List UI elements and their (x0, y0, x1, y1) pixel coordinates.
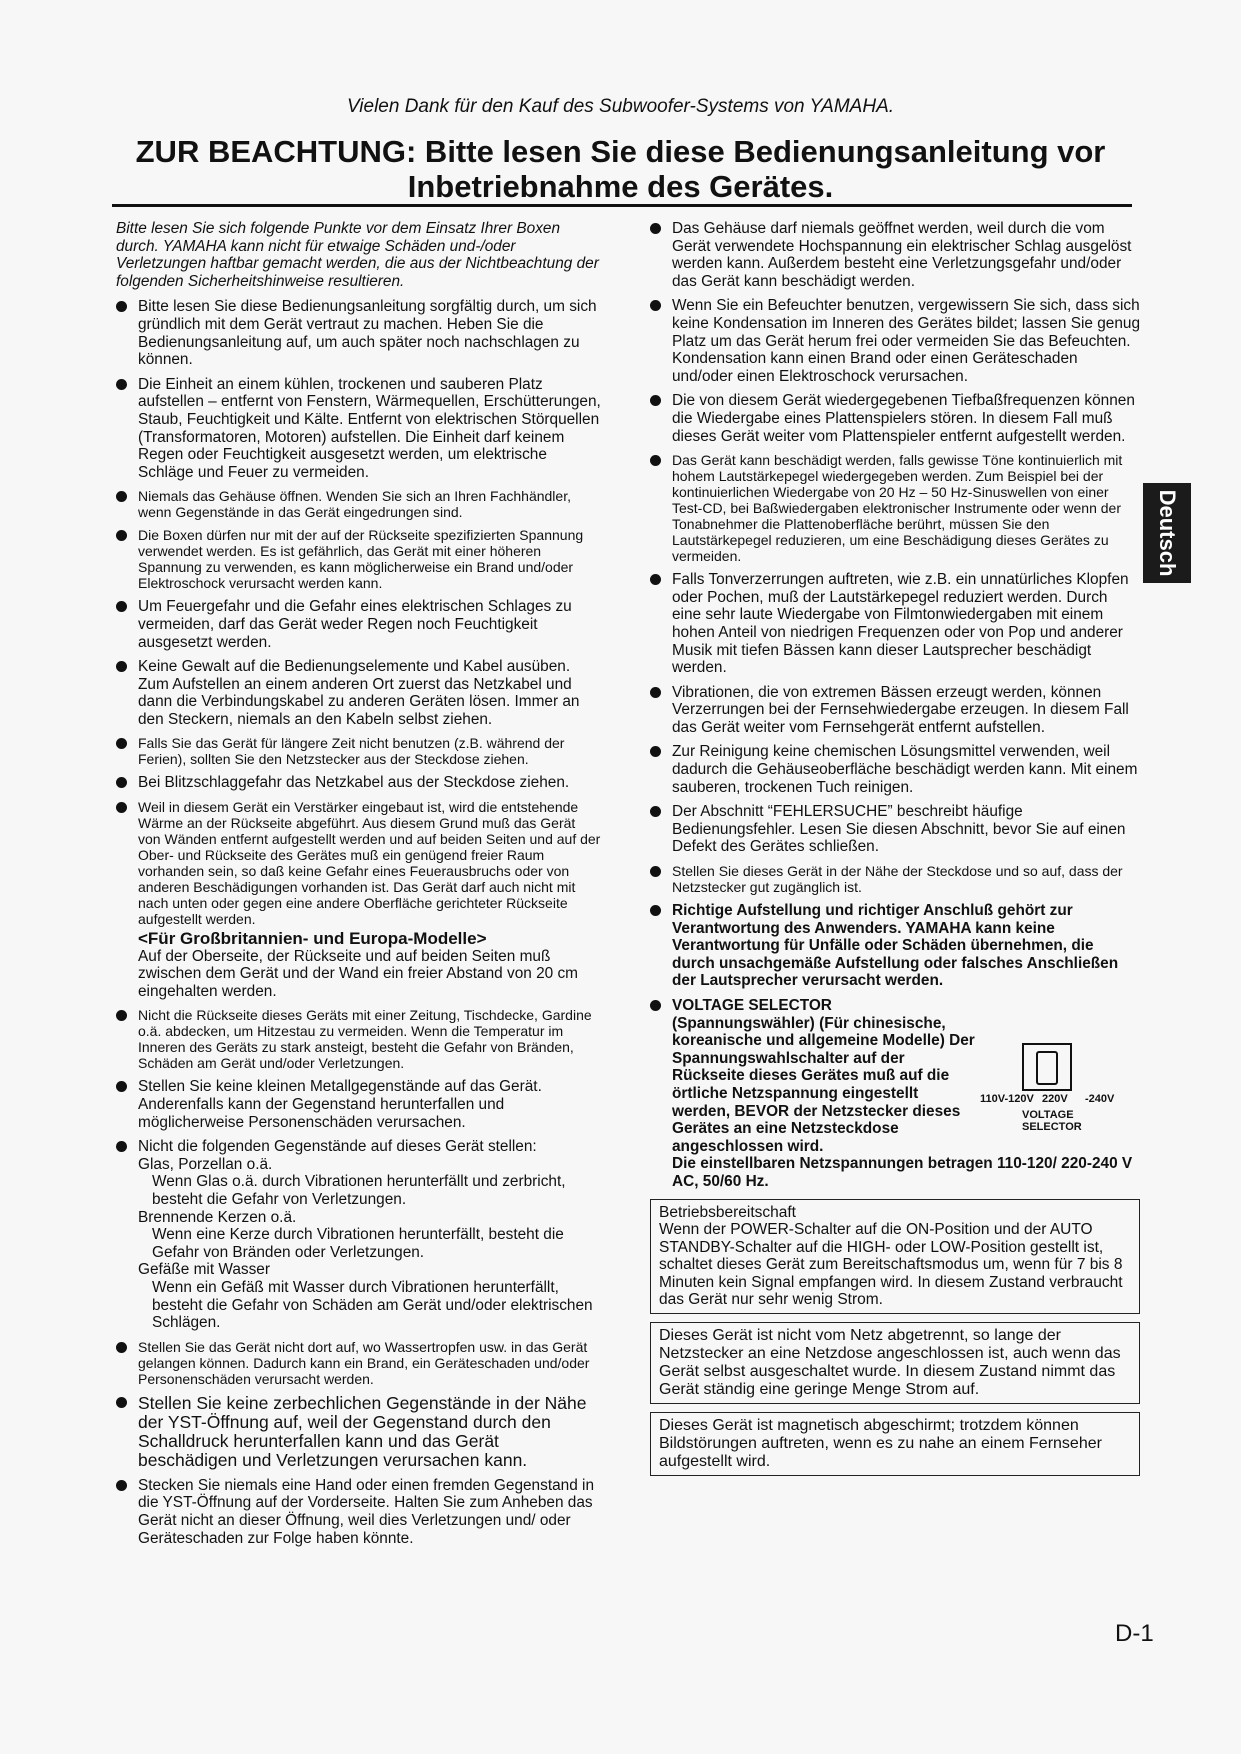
selector-switch-icon (1022, 1043, 1072, 1091)
label-240v: -240V (1085, 1093, 1115, 1105)
list-item-heat (116, 799, 601, 1000)
bullet-icon (116, 530, 127, 541)
list-item: Falls Sie das Gerät für längere Zeit nicht benutzen (z.B. während der Ferien), sollten Sie den Netzstecker aus der Steckdose ziehen. (116, 735, 601, 767)
bullet-icon (116, 802, 127, 813)
list-item: Falls Tonverzerrungen auftreten, wie z.B. ein unnatürliches Klopfen oder Pochen, muß der Lautstärkepegel reduziert werden. Durch eine sehr laute Wiedergabe von Filmtonwiedergaben mit einem hohen Anteil von niedrigen Frequenzen oder von Pop und anderer Musik mit tiefen Bässen kann dieser Lautsprecher beschädigt werden. (650, 571, 1140, 677)
bullet-icon (116, 777, 127, 788)
label-220v: 220V (1042, 1093, 1068, 1105)
bullet-icon (116, 491, 127, 502)
thank-you-note: Vielen Dank für den Kauf des Subwoofer-Systems von YAMAHA. (346, 96, 895, 117)
list-item: Stellen Sie keine zerbechlichen Gegenstände in der Nähe der YST-Öffnung auf, weil der Gegenstand durch den Schalldruck herunterfallen kann und das Gerät beschädigen und Verletzungen verursachen kann. (116, 1394, 601, 1470)
bullet-icon (116, 1342, 127, 1353)
list-item: Bei Blitzschlaggefahr das Netzkabel aus der Steckdose ziehen. (116, 774, 601, 792)
intro-text: Bitte lesen Sie sich folgende Punkte vor dem Einsatz Ihrer Boxen durch. YAMAHA kann nicht für etwaige Schäden und-/oder Verletzungen haftbar gemacht werden, die aus der Nichtbeachtung der folgenden Sicherheitshinweise resultieren. (116, 220, 599, 290)
bullet-icon (650, 395, 661, 406)
bullet-icon (116, 1010, 127, 1021)
list-item: Vibrationen, die von extremen Bässen erzeugt werden, können Verzerrungen bei der Fernsehwiedergabe erzeugen. In diesem Fall das Gerät weiter vom Fernsehgerät entfernt aufstellen. (650, 684, 1140, 737)
bullet-icon (116, 379, 127, 390)
objects-candle-title: Brennende Kerzen o.ä. (138, 1208, 297, 1226)
bullet-icon (116, 661, 127, 672)
bullet-icon (116, 738, 127, 749)
right-column (650, 220, 1140, 1476)
list-item: Die Boxen dürfen nur mit der auf der Rückseite spezifizierten Spannung verwendet werden. Es ist gefährlich, das Gerät mit einer höheren Spannung zu verwenden, es kann möglicherweise ein Brand und/oder Elektroschock verursacht werden kann. (116, 527, 601, 591)
standby-title: Betriebsbereitschaft (659, 1203, 796, 1221)
voltage-range-text: Die einstellbaren Netzspannungen betragen 110-120/ 220-240 V AC, 50/60 Hz. (672, 1155, 1133, 1190)
label-110-120v: 110V-120V (980, 1093, 1034, 1105)
bullet-icon (116, 1397, 127, 1408)
list-item: Nicht die Rückseite dieses Geräts mit einer Zeitung, Tischdecke, Gardine o.ä. abdecken, um Hitzestau zu vermeiden. Wenn die Temperatur im Inneren des Geräts zu stark ansteigt, besteht die Gefahr von Bränden, Schäden am Gerät und/oder Verletzungen. (116, 1007, 601, 1071)
list-item-objects (116, 1138, 601, 1332)
bullet-icon (650, 746, 661, 757)
list-item: Wenn Sie ein Befeuchter benutzen, vergewissern Sie sich, dass sich keine Kondensation im Inneren des Gerätes bildet; lassen Sie genug Platz um das Gerät herum frei oder vermeiden Sie das Befeuchten. Kondensation kann einen Brand oder einen Geräteschaden und/oder einen Elektroschock verursachen. (650, 297, 1140, 385)
language-tab (1143, 483, 1191, 583)
bullet-icon (116, 301, 127, 312)
bullet-icon (650, 687, 661, 698)
label-selector: SELECTOR (1022, 1121, 1082, 1133)
bullet-icon (650, 905, 661, 916)
bullet-icon (650, 806, 661, 817)
region-subheading: <Für Großbritannien- und Europa-Modelle> (138, 929, 487, 949)
magnetic-info-box: Dieses Gerät ist magnetisch abgeschirmt; trotzdem können Bildstörungen auftreten, wenn es zu nahe an einem Fernseher aufgestellt wird. (650, 1412, 1140, 1476)
list-item-responsibility: Richtige Aufstellung und richtiger Anschluß gehört zur Verantwortung des Anwenders. YAMAHA kann keine Verantwortung für Unfälle oder Schäden übernehmen, die durch unsachgemäße Aufstellung oder falsches Anschließen der Lautsprecher verursacht werden. (650, 902, 1140, 990)
objects-glass-text: Wenn Glas o.ä. durch Vibrationen herunterfällt und zerbricht, besteht die Gefahr von Verletzungen. (152, 1173, 566, 1208)
list-item: Die von diesem Gerät wiedergegebenen Tiefbaßfrequenzen können die Wiedergabe eines Plattenspielers stören. In diesem Fall muß dieses Gerät weiter vom Plattenspieler entfernt aufgestellt werden. (650, 392, 1140, 445)
title-line-1: ZUR BEACHTUNG: Bitte lesen Sie diese Bedienungsanleitung vor (135, 134, 1106, 169)
language-tab-label: Deutsch (1155, 489, 1180, 577)
objects-glass-title: Glas, Porzellan o.ä. (138, 1155, 273, 1173)
list-item: Stecken Sie niemals eine Hand oder einen fremden Gegenstand in die YST-Öffnung auf der Vorderseite. Halten Sie zum Anheben das Gerät nicht an dieser Öffnung, weil dies Verletzungen und/ oder Geräteschaden zur Folge haben könnte. (116, 1477, 601, 1547)
bullet-icon (650, 300, 661, 311)
heat-warning-text: Weil in diesem Gerät ein Verstärker eingebaut ist, wird die entstehende Wärme an der Rückseite abgeführt. Aus diesem Grund muß das Gerät von Wänden entfernt aufgestellt werden und auf beiden Seiten und auf der Ober- und Rückseite des Gerätes muß ein genügend freier Raum vorhanden sein, so daß keine Gefahr eines Feuerausbruchs oder von anderen Beschädigungen vorhanden ist. Das Gerät darf auch nicht mit nach unten oder gegen eine andere Oberfläche gerichteter Rückseite aufgestellt werden. (138, 799, 601, 928)
page-title (100, 134, 1141, 204)
voltage-selector-text: VOLTAGE SELECTOR (Spannungswähler) (Für chinesische, koreanische und allgemeine Modelle) Der Spannungswahlschalter auf der Rückseite dieses Gerätes muß auf die örtliche Netzspannung eingestellt werden, BEVOR der Netzstecker dieses Gerätes an eine Netzsteckdose angeschlossen wird. (672, 997, 975, 1155)
standby-info-box (650, 1199, 1140, 1314)
objects-candle-text: Wenn eine Kerze durch Vibrationen herunterfällt, besteht die Gefahr von Bränden oder Verletzungen. (152, 1226, 564, 1261)
list-item: Die Einheit an einem kühlen, trockenen und sauberen Platz aufstellen – entfernt von Fenstern, Wärmequellen, Erschütterungen, Staub, Feuchtigkeit und Kälte. Entfernt von elektrischen Störquellen (Transformatoren, Motoren) aufstellen. Die Einheit darf keinem Regen oder Feuchtigkeit ausgesetzt werden, um elektrische Schläge und Feuer zu vermeiden. (116, 376, 601, 482)
list-item-voltage (650, 997, 1140, 1191)
bullet-icon (650, 223, 661, 234)
list-item: Keine Gewalt auf die Bedienungselemente und Kabel ausüben. Zum Aufstellen an einem anderen Ort zuerst das Netzkabel und dann die Verbindungskabel zu anderen Geräten lösen. Immer an den Steckern, niemals an den Kabeln selbst ziehen. (116, 658, 601, 728)
list-item: Stellen Sie dieses Gerät in der Nähe der Steckdose und so auf, dass der Netzstecker gut zugänglich ist. (650, 863, 1140, 895)
bullet-icon (116, 1480, 127, 1491)
objects-water-text: Wenn ein Gefäß mit Wasser durch Vibrationen herunterfällt, besteht die Gefahr von Schäden am Gerät und/oder elektrischen Schlägen. (152, 1278, 593, 1332)
left-column (116, 220, 601, 1554)
list-item: Zur Reinigung keine chemischen Lösungsmittel verwenden, weil dadurch die Gehäuseoberfläche beschädigt werden kann. Mit einem sauberen, trockenen Tuch reinigen. (650, 743, 1140, 796)
bullet-icon (116, 1081, 127, 1092)
right-bullet-list (650, 220, 1140, 1191)
power-info-box: Dieses Gerät ist nicht vom Netz abgetrennt, so lange der Netzstecker an eine Netzdose angeschlossen ist, auch wenn das Gerät selbst ausgeschaltet wurde. In diesem Zustand nimmt das Gerät ständig eine geringe Menge Strom auf. (650, 1322, 1140, 1404)
region-text: Auf der Oberseite, der Rückseite und auf beiden Seiten muß zwischen dem Gerät und der Wand ein freier Abstand von 20 cm eingehalten werden. (138, 947, 579, 1000)
bullet-icon (650, 574, 661, 585)
standby-text: Wenn der POWER-Schalter auf die ON-Position und der AUTO STANDBY-Schalter auf die HIGH- oder LOW-Position gestellt ist, schaltet dieses Gerät zum Bereitschaftsmodus um, wenn für 7 bis 8 Minuten kein Signal empfangen wird. In diesem Zustand verbraucht das Gerät nur sehr wenig Strom. (659, 1221, 1123, 1309)
list-item: Das Gehäuse darf niemals geöffnet werden, weil durch die vom Gerät verwendete Hochspannung ein elektrischer Schlag ausgelöst werden kann. Außerdem besteht eine Verletzungsgefahr und/oder das Gerät kann beschädigt werden. (650, 220, 1140, 290)
list-item: Stellen Sie keine kleinen Metallgegenstände auf das Gerät. Anderenfalls kann der Gegenstand herunterfallen und möglicherweise Personenschäden verursachen. (116, 1078, 601, 1131)
list-item: Um Feuergefahr und die Gefahr eines elektrischen Schlages zu vermeiden, darf das Gerät weder Regen noch Feuchtigkeit ausgesetzt werden. (116, 598, 601, 651)
bullet-icon (650, 455, 661, 466)
title-line-2: Inbetriebnahme des Gerätes. (407, 169, 834, 204)
bullet-icon (650, 1000, 661, 1011)
selector-slider-icon (1036, 1051, 1058, 1085)
left-bullet-list (116, 298, 601, 1547)
page-number: D-1 (1115, 1620, 1154, 1647)
label-voltage: VOLTAGE (1022, 1109, 1074, 1121)
objects-water-title: Gefäße mit Wasser (138, 1261, 270, 1279)
list-item: Bitte lesen Sie diese Bedienungsanleitung sorgfältig durch, um sich gründlich mit dem Gerät vertraut zu machen. Heben Sie die Bedienungsanleitung auf, um auch später noch nachschlagen zu können. (116, 298, 601, 368)
voltage-selector-diagram (980, 1043, 1130, 1143)
title-underline (112, 204, 1132, 207)
bullet-icon (650, 866, 661, 877)
list-item: Niemals das Gehäuse öffnen. Wenden Sie sich an Ihren Fachhändler, wenn Gegenstände in das Gerät eingedrungen sind. (116, 488, 601, 520)
list-item: Das Gerät kann beschädigt werden, falls gewisse Töne kontinuierlich mit hohem Lautstärkepegel wiedergegeben werden. Zum Beispiel bei der kontinuierlichen Wiedergabe von 20 Hz – 50 Hz-Sinuswellen von einer Test-CD, bei Baßwiedergaben elektronischer Instrumente oder wenn der Tonabnehmer die Plattenoberfläche berührt, müssen Sie den Lautstärkepegel reduzieren, um eine Beschädigung dieses Gerätes zu vermeiden. (650, 452, 1140, 564)
objects-lead: Nicht die folgenden Gegenstände auf dieses Gerät stellen: (138, 1138, 537, 1156)
list-item: Der Abschnitt “FEHLERSUCHE” beschreibt häufige Bedienungsfehler. Lesen Sie diesen Abschnitt, bevor Sie auf einen Defekt des Gerätes schließen. (650, 803, 1140, 856)
bullet-icon (116, 601, 127, 612)
bullet-icon (116, 1141, 127, 1152)
list-item: Stellen Sie das Gerät nicht dort auf, wo Wassertropfen usw. in das Gerät gelangen können. Dadurch kann ein Brand, ein Geräteschaden und/oder Personenschäden verursacht werden. (116, 1339, 601, 1387)
